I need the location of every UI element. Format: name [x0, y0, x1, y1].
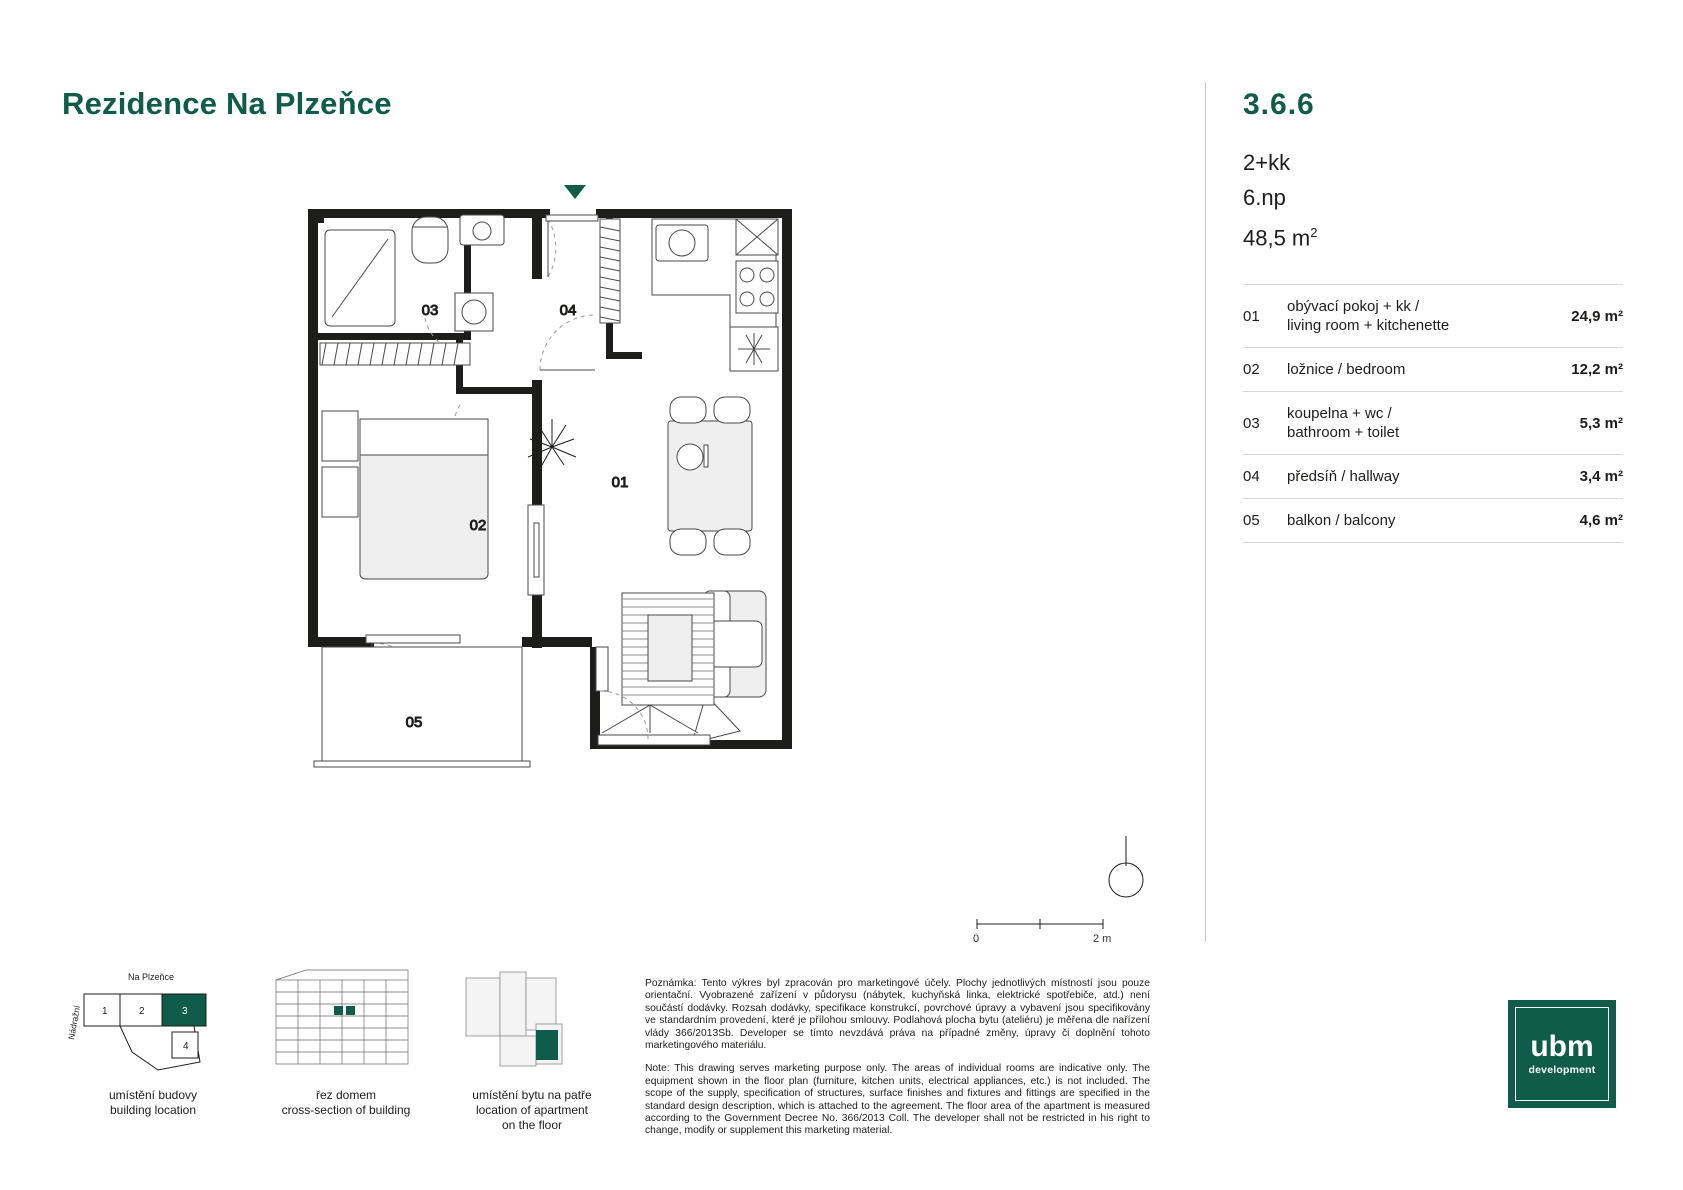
note-cs: Poznámka: Tento výkres byl zpracován pro marketingové účely. Plochy jednotlivých místností jsou pouze orientační. Vyobrazené zařízení v půdorysu (nábytek, kuchyňská linka, elektrické spotřebiče, atd.) není součástí dodávky. Rozsah dodávky, specifikace konstrukcí, povrchové úpravy a vybavení jsou specifikovány ve standardním provedení, které je přílohou smlouvy. Podlahová plocha bytu (ateliéru) je měřena dle nařízení vlády 366/2013Sb. Developer se tímto nevzdává práva na případné změny, úpravy či doplnění tohoto marketingového materiálu. [645, 978, 1150, 1052]
room-number: 01 [1243, 307, 1260, 325]
logo-subtitle: development [1528, 1063, 1596, 1076]
thumbnail-cross-section[interactable] [272, 968, 412, 1073]
street-name-top: Na Plzeňce [128, 972, 175, 982]
unit-layout: 2+kk [1243, 150, 1291, 175]
room-area: 5,3 m² [1579, 414, 1623, 432]
unit-floor: 6.np [1243, 185, 1286, 210]
table-row [1243, 455, 1623, 499]
hob-icon [736, 261, 778, 313]
room-area: 24,9 m² [1571, 307, 1623, 325]
street-name-left: Nádražní [66, 1004, 82, 1041]
room-name-en: living room + kitchenette [1287, 317, 1450, 334]
room-name-cs: koupelna + wc / [1287, 405, 1392, 422]
section-highlight [334, 1006, 343, 1015]
north-arrow-icon [564, 185, 586, 199]
table-row [1243, 348, 1623, 392]
chair-icon [714, 397, 750, 423]
coffee-table-icon [648, 615, 692, 681]
chair-icon [714, 529, 750, 555]
svg-text:4: 4 [183, 1041, 189, 1052]
caption-building-location: umístění budovy building location [108, 1088, 198, 1117]
scale-bar [975, 915, 1120, 949]
room-name-en: bathroom + toilet [1287, 424, 1400, 441]
nightstand-icon [322, 411, 358, 461]
scale-left-label: 0 [973, 933, 980, 945]
room-area: 3,4 m² [1579, 468, 1623, 485]
unit-meta [1243, 145, 1318, 255]
svg-text:2: 2 [139, 1006, 145, 1017]
legal-notes [645, 978, 1150, 1149]
room-name-cs: obývací pokoj + kk / [1287, 298, 1420, 315]
room-label-03: 03 [421, 302, 439, 319]
door-swing [540, 315, 595, 370]
nightstand-icon [322, 467, 358, 517]
room-name: balkon / balcony [1287, 512, 1396, 529]
project-title: Rezidence Na Plzeňce [62, 86, 392, 121]
thumbnail-building-location[interactable] [62, 970, 242, 1070]
chair-icon [670, 529, 706, 555]
table-row [1243, 392, 1623, 455]
balcony-slab [322, 647, 522, 765]
logo-name: ubm [1530, 1029, 1594, 1063]
table-row [1243, 285, 1623, 348]
room-name: předsíň / hallway [1287, 468, 1400, 485]
unit-area: 48,5 $m^2$ [1243, 225, 1318, 251]
room-label-04: 04 [559, 302, 577, 319]
room-number: 02 [1243, 361, 1260, 378]
room-table [1243, 284, 1623, 543]
room-area: 12,2 m² [1571, 361, 1623, 378]
vertical-divider [1205, 82, 1206, 942]
door-swing [548, 219, 556, 277]
dining-table-icon [668, 421, 752, 531]
chair-icon [670, 397, 706, 423]
toilet-icon [412, 217, 448, 263]
note-en: Note: This drawing serves marketing purpose only. The areas of individual rooms are indicative only. The equipment shown in the floor plan (furniture, kitchen units, electrical appliances, etc.) is not included. The scope of the supply, specification of structures, surface finishes and fixtures and fittings are specified in the standard design description, which is attached to the agreement. The floor area of the apartment is measured according to the Government Decree No. 366/2013 Coll. The developer shall not be restricted in his right to change, modify or supplement this marketing material. [645, 1063, 1150, 1137]
room-label-01: 01 [611, 474, 629, 491]
room-area: 4,6 m² [1579, 512, 1623, 529]
room-name [1287, 392, 1542, 455]
svg-text:1: 1 [102, 1006, 108, 1017]
svg-text:3: 3 [182, 1006, 188, 1017]
floor-highlight [536, 1030, 558, 1060]
room-label-02: 02 [469, 517, 487, 534]
unit-code: 3.6.6 [1243, 88, 1315, 121]
floor-plan [300, 175, 860, 795]
room-name: ložnice / bedroom [1287, 361, 1406, 378]
room-number: 05 [1243, 512, 1260, 529]
room-label-05: 05 [405, 714, 423, 731]
room-name [1287, 285, 1542, 348]
room-number: 03 [1243, 414, 1260, 432]
ubm-logo [1508, 1000, 1616, 1108]
balcony-door [598, 735, 710, 745]
room-number: 04 [1243, 468, 1260, 485]
scale-right-label: 2 m [1093, 933, 1112, 945]
caption-floor-location: umístění bytu na patře location of apartment on the floor [472, 1088, 592, 1132]
compass-icon [1096, 836, 1156, 903]
table-row [1243, 499, 1623, 543]
caption-cross-section: řez domem cross-section of building [281, 1088, 411, 1117]
thumbnail-floor-location[interactable] [460, 968, 600, 1073]
